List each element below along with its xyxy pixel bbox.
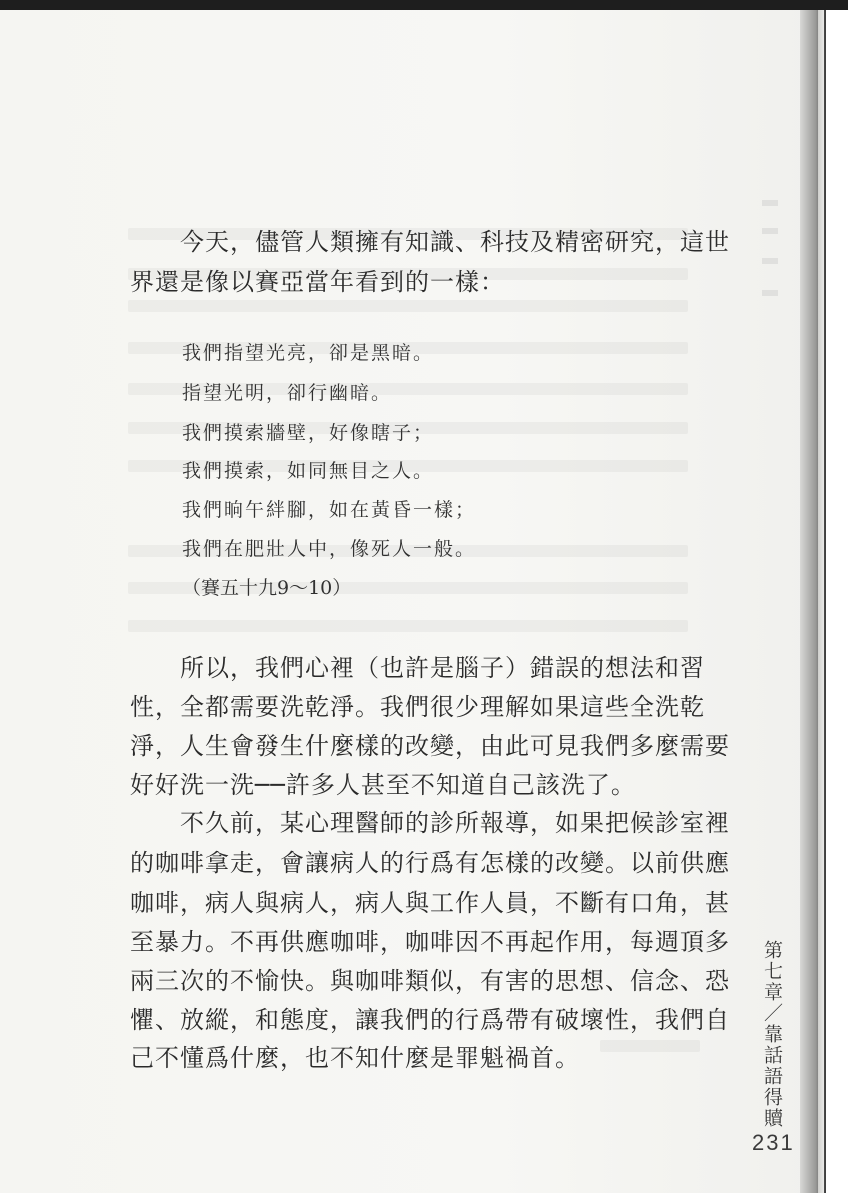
scan-border bbox=[0, 0, 848, 10]
running-head-chapter: 第七章／靠話語得贖 bbox=[761, 940, 783, 1129]
quote-line-4: 我們摸索，如同無目之人。 bbox=[182, 460, 435, 482]
page-edge bbox=[818, 10, 824, 1193]
paragraph-2-line-2: 性，全都需要洗乾淨。我們很少理解如果這些全洗乾 bbox=[130, 693, 705, 721]
paragraph-3-line-4: 至暴力。不再供應咖啡，咖啡因不再起作用，每週頂多 bbox=[130, 928, 730, 956]
paragraph-2-line-1: 所以，我們心裡（也許是腦子）錯誤的想法和習 bbox=[180, 654, 705, 682]
quote-line-2: 指望光明，卻行幽暗。 bbox=[182, 382, 393, 404]
paragraph-3-line-5: 兩三次的不愉快。與咖啡類似，有害的思想、信念、恐 bbox=[130, 967, 730, 995]
quote-line-1: 我們指望光亮，卻是黑暗。 bbox=[182, 342, 435, 364]
quote-line-5: 我們晌午絆腳，如在黃昏一樣； bbox=[182, 499, 477, 521]
paragraph-1-line-1: 今天，儘管人類擁有知識、科技及精密研究，這世 bbox=[180, 228, 730, 256]
paragraph-2-line-3: 淨，人生會發生什麼樣的改變，由此可見我們多麼需要 bbox=[130, 732, 730, 760]
paragraph-2-line-4: 好好洗一洗──許多人甚至不知道自己該洗了。 bbox=[130, 771, 636, 799]
paragraph-3-line-6: 懼、放縱，和態度，讓我們的行爲帶有破壞性，我們自 bbox=[130, 1006, 730, 1034]
paragraph-3-line-1: 不久前，某心理醫師的診所報導，如果把候診室裡 bbox=[180, 809, 730, 837]
paragraph-3-line-2: 的咖啡拿走，會讓病人的行爲有怎樣的改變。以前供應 bbox=[130, 849, 730, 877]
page-number: 231 bbox=[752, 1130, 795, 1155]
quote-line-3: 我們摸索牆壁，好像瞎子； bbox=[182, 422, 435, 444]
quote-reference: （賽五十九9～10） bbox=[182, 577, 352, 599]
paragraph-1-line-2: 界還是像以賽亞當年看到的一樣： bbox=[130, 268, 505, 296]
quote-line-6: 我們在肥壯人中，像死人一般。 bbox=[182, 538, 477, 560]
paragraph-3-line-7: 己不懂爲什麼，也不知什麼是罪魁禍首。 bbox=[130, 1044, 580, 1072]
paragraph-3-line-3: 咖啡，病人與病人，病人與工作人員，不斷有口角，甚 bbox=[130, 889, 730, 917]
